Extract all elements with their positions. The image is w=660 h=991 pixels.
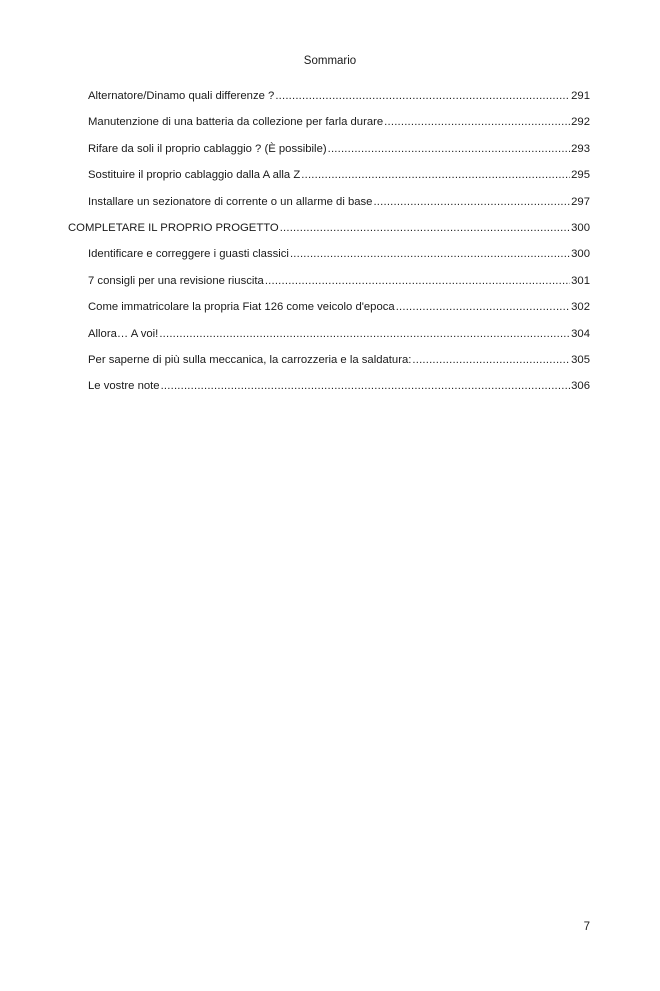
toc-entry[interactable] bbox=[68, 378, 590, 404]
toc-entry-page: 295 bbox=[571, 169, 590, 182]
page-number: 7 bbox=[583, 921, 590, 933]
toc-entry-title: Per saperne di più sulla meccanica, la carrozzeria e la saldatura: bbox=[88, 353, 412, 366]
toc-entry-page: 300 bbox=[571, 248, 590, 261]
toc-entry-title: Alternatore/Dinamo quali differenze ? bbox=[88, 90, 275, 102]
toc-leader-dots bbox=[275, 88, 570, 104]
toc-entry-title: Allora… A voi! bbox=[88, 327, 159, 340]
toc-entry-title: Identificare e correggere i guasti classici bbox=[88, 248, 289, 261]
toc-entry-page: 302 bbox=[571, 301, 590, 314]
toc-leader-dots bbox=[412, 352, 570, 368]
toc-entry-title: Sostituire il proprio cablaggio dalla A alla Z bbox=[88, 169, 301, 182]
toc-entry-page: 293 bbox=[571, 142, 590, 155]
toc-leader-dots bbox=[396, 299, 570, 315]
toc-leader-dots bbox=[290, 246, 570, 262]
toc-entry-title: Le vostre note bbox=[88, 380, 160, 393]
toc-leader-dots bbox=[159, 326, 570, 342]
toc-leader-dots bbox=[280, 220, 570, 236]
toc-entry-title: Rifare da soli il proprio cablaggio ? (È possibile) bbox=[88, 142, 327, 155]
toc-leader-dots bbox=[265, 273, 570, 289]
toc-entry-page: 291 bbox=[571, 90, 590, 102]
toc-entry-page: 306 bbox=[571, 380, 590, 393]
toc-entry[interactable] bbox=[68, 167, 590, 193]
toc-entry-title: Come immatricolare la propria Fiat 126 come veicolo d'epoca bbox=[88, 301, 395, 314]
toc-entry-page: 292 bbox=[571, 116, 590, 129]
toc-entry-title: COMPLETARE IL PROPRIO PROGETTO bbox=[68, 221, 279, 234]
toc-entry[interactable] bbox=[68, 273, 590, 299]
toc-entry-title: Manutenzione di una batteria da collezione per farla durare bbox=[88, 116, 384, 129]
toc-entry[interactable] bbox=[68, 194, 590, 220]
toc-entry-title: 7 consigli per una revisione riuscita bbox=[88, 274, 264, 287]
toc-entry-title: Installare un sezionatore di corrente o un allarme di base bbox=[88, 195, 373, 208]
toc-leader-dots bbox=[384, 114, 570, 130]
toc-entry[interactable] bbox=[68, 246, 590, 272]
toc-entry-page: 297 bbox=[571, 195, 590, 208]
toc-entry[interactable] bbox=[68, 299, 590, 325]
table-of-contents bbox=[68, 88, 590, 405]
toc-entry[interactable] bbox=[68, 352, 590, 378]
toc-entry-page: 304 bbox=[571, 327, 590, 340]
page-title: Sommario bbox=[303, 55, 357, 67]
toc-leader-dots bbox=[301, 167, 570, 183]
toc-leader-dots bbox=[328, 141, 571, 157]
toc-entry-page: 305 bbox=[571, 353, 590, 366]
toc-entry-page: 301 bbox=[571, 274, 590, 287]
toc-leader-dots bbox=[373, 194, 570, 210]
toc-entry[interactable] bbox=[68, 88, 590, 114]
toc-entry[interactable] bbox=[68, 141, 590, 167]
toc-entry-page: 300 bbox=[571, 221, 590, 234]
toc-entry[interactable] bbox=[68, 326, 590, 352]
toc-leader-dots bbox=[161, 378, 571, 394]
toc-chapter-entry[interactable] bbox=[68, 220, 590, 246]
toc-entry[interactable] bbox=[68, 114, 590, 140]
